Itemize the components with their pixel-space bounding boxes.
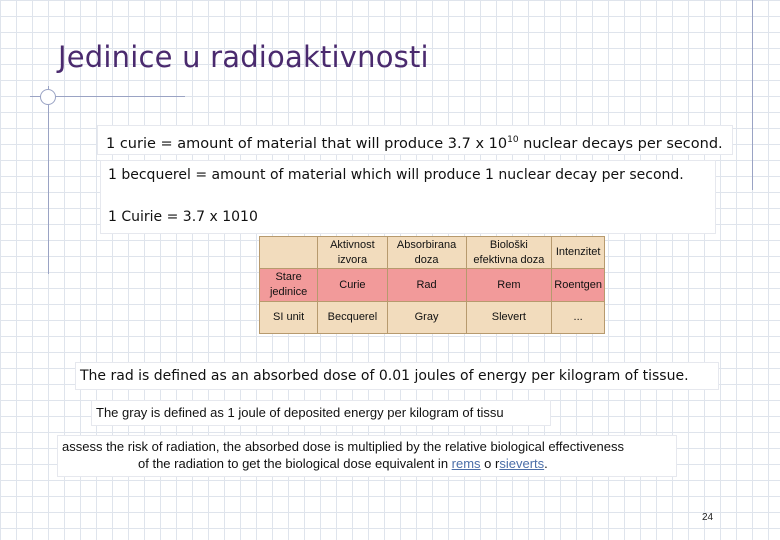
- rad-definition: The rad is defined as an absorbed dose of 0.01 joules of energy per kilogram of tissue.: [76, 363, 718, 389]
- rems-link[interactable]: rems: [451, 456, 481, 471]
- table-cell: Becquerel: [318, 302, 387, 334]
- table-cell: Rem: [466, 269, 552, 302]
- table-cell: Intenzitet: [552, 237, 605, 269]
- curie-exponent: 10: [507, 135, 519, 145]
- curie-definition-end: nuclear decays per second.: [518, 136, 723, 152]
- left-guide-line: [48, 86, 49, 274]
- table-cell: Aktivnost izvora: [318, 237, 387, 269]
- gray-definition: The gray is defined as 1 joule of deposited energy per kilogram of tissu: [92, 401, 550, 425]
- units-table: [259, 236, 605, 334]
- table-cell: Biološki efektivna doza: [466, 237, 552, 269]
- curie-definition: [98, 126, 732, 154]
- right-guide-line: [752, 0, 753, 190]
- table-cell: Curie: [318, 269, 387, 302]
- table-cell: Rad: [387, 269, 466, 302]
- table-cell: Absorbirana doza: [387, 237, 466, 269]
- table-cell: ...: [552, 302, 605, 334]
- note-text-end: .: [544, 456, 548, 471]
- table-cell: Gray: [387, 302, 466, 334]
- page-title: Jedinice u radioaktivnosti: [58, 40, 429, 74]
- note-text: of the radiation to get the biological dose equivalent in: [138, 456, 452, 471]
- dose-equivalent-note: [58, 436, 676, 476]
- table-cell: Slevert: [466, 302, 552, 334]
- sieverts-link[interactable]: sieverts: [499, 456, 545, 471]
- table-cell: SI unit: [260, 302, 318, 334]
- becquerel-definition: 1 becquerel = amount of material which will produce 1 nuclear decay per second.: [108, 167, 684, 183]
- page-number: 24: [702, 512, 714, 523]
- note-line-1: assess the risk of radiation, the absorbed dose is multiplied by the relative biological effectiveness: [62, 439, 624, 454]
- note-line-2: [62, 455, 672, 472]
- note-text-mid: o r: [480, 456, 500, 471]
- table-cell: [260, 237, 318, 269]
- table-row: [260, 302, 605, 334]
- curie-definition-text: 1 curie = amount of material that will produce 3.7 x 10: [106, 136, 508, 152]
- decorative-circle: [40, 89, 56, 105]
- table-cell: Roentgen: [552, 269, 605, 302]
- table-cell: Stare jedinice: [260, 269, 318, 302]
- table-row: [260, 269, 605, 302]
- curie-conversion: 1 Cuirie = 3.7 x 1010: [108, 209, 258, 225]
- table-header-row: [260, 237, 605, 269]
